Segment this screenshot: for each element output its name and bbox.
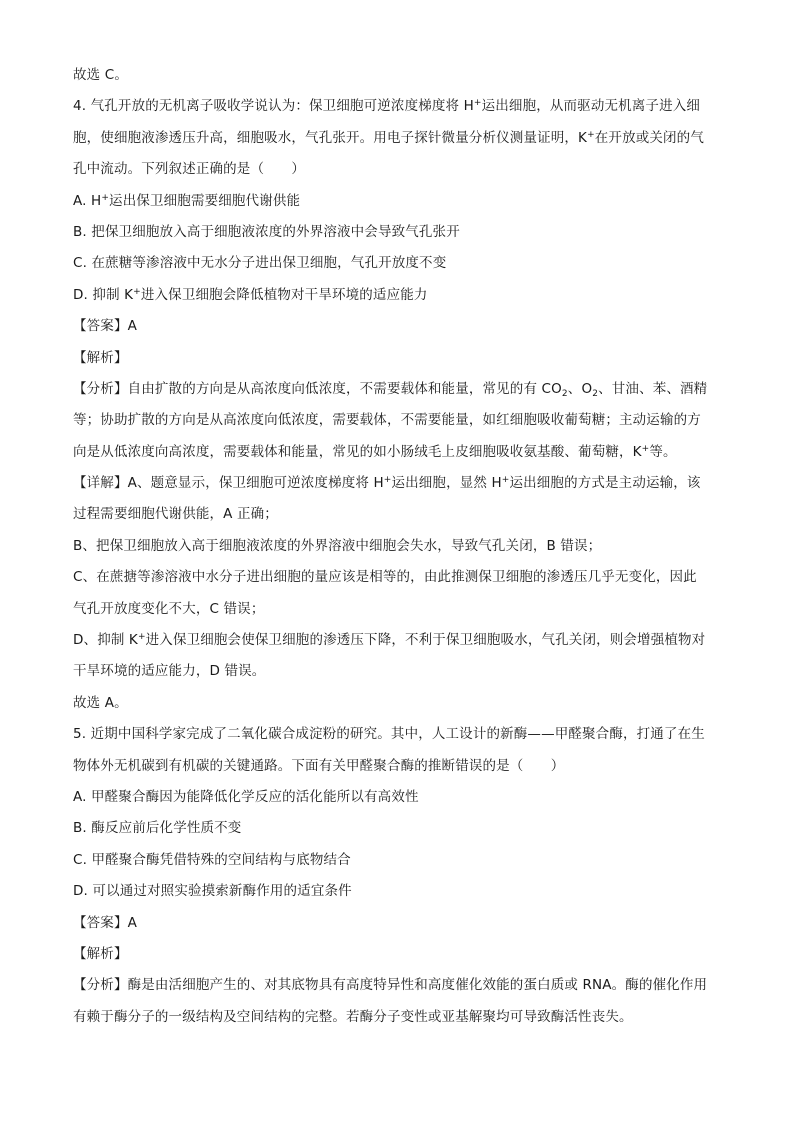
q4-analysis-label: 【解析】 (73, 349, 128, 366)
q4-xiangjie-c-line-1: C、在蔗搪等渗溶液中水分子进出细胞的量应该是相等的，由此推测保卫细胞的渗透压几乎无变化，因此 (73, 569, 697, 586)
q4-xiangjie-d-line-1: D、抑制 K+进入保卫细胞会使保卫细胞的渗透压下降，不利于保卫细胞吸水，气孔关闭，则会增强植物对 (73, 632, 706, 649)
q4-xiangjie-line-2: 过程需要细胞代谢供能，A 正确； (73, 506, 278, 523)
q4-option-b: B. 把保卫细胞放入高于细胞液浓度的外界溶液中会导致气孔张开 (73, 223, 460, 240)
q5-option-b: B. 酶反应前后化学性质不变 (73, 820, 242, 837)
q4-xiangjie-c-line-2: 气孔开放度变化不大，C 错误； (73, 600, 265, 617)
q4-option-a: A. H+运出保卫细胞需要细胞代谢供能 (73, 192, 301, 209)
q4-fenxi-line-3: 向是从低浓度向高浓度，需要载体和能量，常见的如小肠绒毛上皮细胞吸收氨基酸、葡萄糖，K+等。 (73, 443, 677, 460)
q4-option-c: C. 在蔗糖等渗溶液中无水分子进出保卫细胞，气孔开放度不变 (73, 255, 447, 272)
q4-xiangjie-d-line-2: 干旱环境的适应能力，D 错误。 (73, 663, 266, 680)
previous-conclusion: 故选 C。 (73, 67, 128, 83)
q4-option-d: D. 抑制 K+进入保卫细胞会降低植物对干旱环境的适应能力 (73, 286, 428, 303)
q4-xiangjie-line-1: 【详解】A、题意显示，保卫细胞可逆浓度梯度将 H+运出细胞，显然 H+运出细胞的方式是主动运输，该 (73, 475, 701, 492)
q4-conclusion: 故选 A。 (73, 694, 128, 711)
q5-fenxi-line-2: 有赖于酶分子的一级结构及空间结构的完整。若酶分子变性或亚基解聚均可导致酶活性丧失。 (73, 1008, 633, 1025)
q5-option-a: A. 甲醛聚合酶因为能降低化学反应的活化能所以有高效性 (73, 788, 419, 805)
q5-fenxi-line-1: 【分析】酶是由活细胞产生的、对其底物具有高度特异性和高度催化效能的蛋白质或 RNA。酶的催化作用 (73, 977, 708, 994)
q4-fenxi-line-2: 等；协助扩散的方向是从高浓度向低浓度，需要载体，不需要能量，如红细胞吸收葡萄糖；主动运输的方 (73, 412, 701, 429)
q4-fenxi-line-1: 【分析】自由扩散的方向是从高浓度向低浓度，不需要载体和能量，常见的有 $CO_2$、$O_2$、甘油、苯、酒精 (73, 380, 708, 399)
q4-answer: 【答案】A (73, 318, 137, 335)
q5-option-c: C. 甲醛聚合酶凭借特殊的空间结构与底物结合 (73, 851, 351, 868)
q5-stem-line-2: 物体外无机碳到有机碳的关键通路。下面有关甲醛聚合酶的推断错误的是（ ） (73, 757, 565, 774)
document-page (73, 63, 723, 1036)
q5-option-d: D. 可以通过对照实验摸索新酶作用的适宜条件 (73, 883, 352, 900)
q5-analysis-label: 【解析】 (73, 945, 128, 962)
q4-stem-line-2: 胞，使细胞液渗透压升高，细胞吸水，气孔张开。用电子探针微量分析仪测量证明，K+在开放或关闭的气 (73, 129, 704, 146)
q4-stem-line-1: 4. 气孔开放的无机离子吸收学说认为：保卫细胞可逆浓度梯度将 H+运出细胞，从而驱动无机离子进入细 (73, 98, 701, 115)
q4-stem-line-3: 孔中流动。下列叙述正确的是（ ） (73, 161, 306, 178)
q5-answer: 【答案】A (73, 914, 137, 931)
q4-xiangjie-b: B、把保卫细胞放入高于细胞液浓度的外界溶液中细胞会失水，导致气孔关闭，B 错误； (73, 537, 602, 554)
q5-stem-line-1: 5. 近期中国科学家完成了二氧化碳合成淀粉的研究。其中，人工设计的新酶——甲醛聚合酶，打通了在生 (73, 726, 705, 743)
